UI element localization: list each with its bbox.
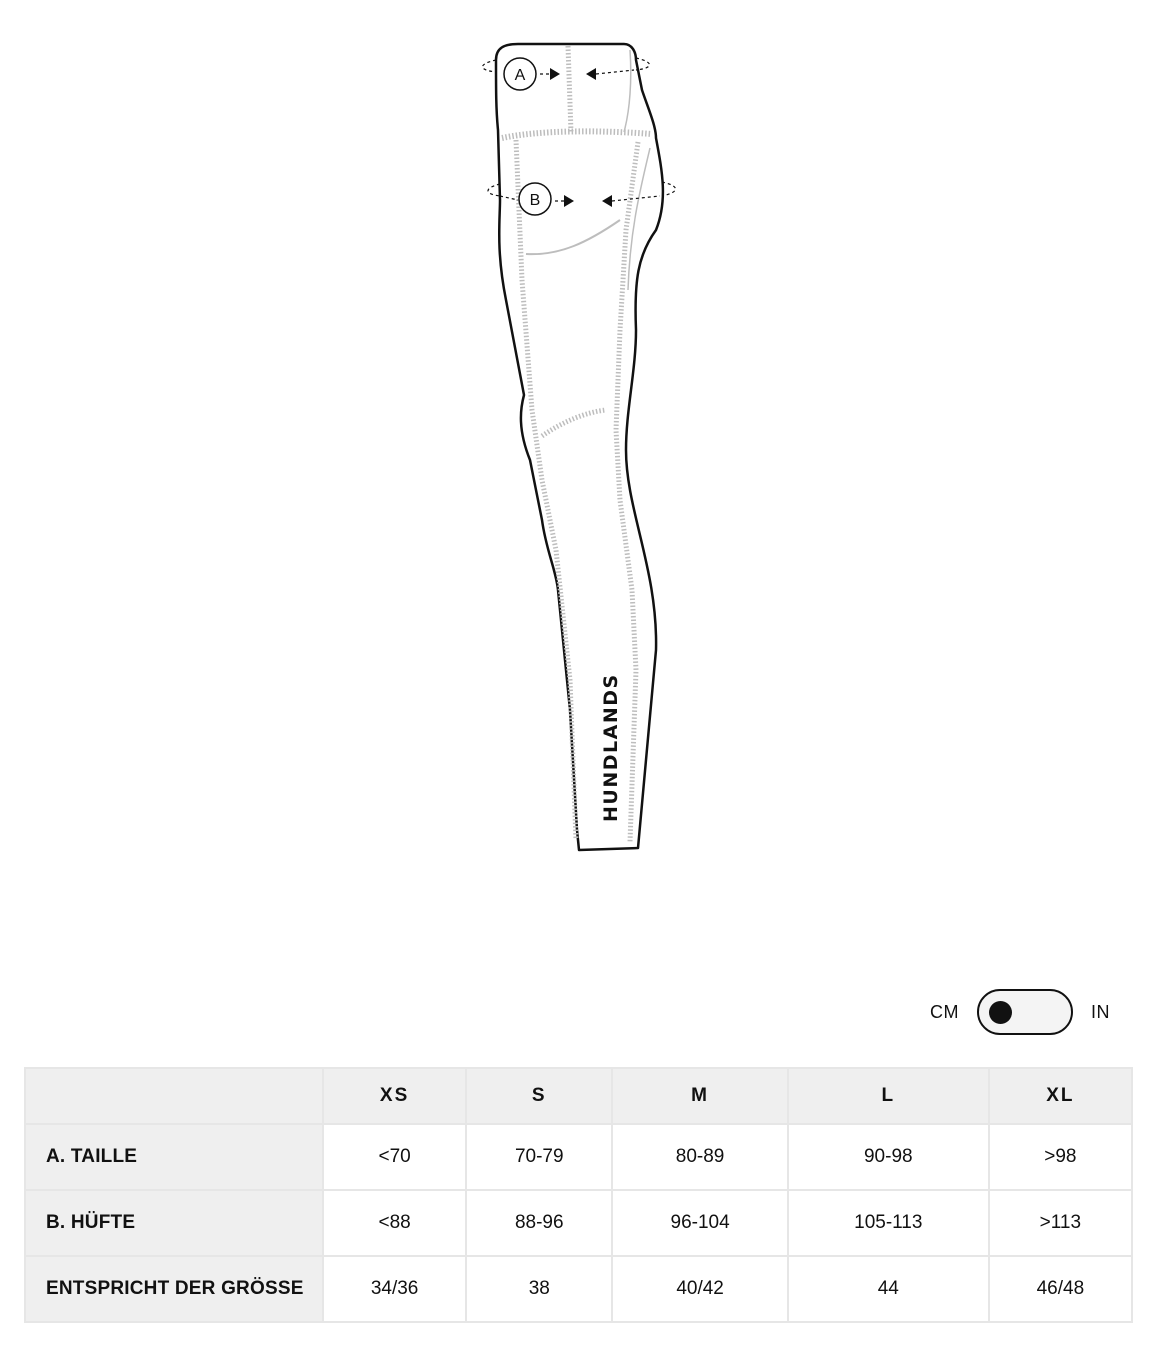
table-row-groesse bbox=[25, 1256, 1132, 1322]
unit-label-cm[interactable]: CM bbox=[930, 1001, 959, 1022]
table-row-huefte bbox=[25, 1190, 1132, 1256]
table-cell: 46/48 bbox=[989, 1256, 1132, 1322]
header-size-xl: XL bbox=[989, 1068, 1132, 1124]
table-cell: <88 bbox=[323, 1190, 466, 1256]
unit-toggle-switch[interactable] bbox=[977, 989, 1073, 1035]
marker-a-letter: A bbox=[514, 67, 526, 84]
header-size-xs: XS bbox=[323, 1068, 466, 1124]
table-cell: 90-98 bbox=[788, 1124, 989, 1190]
header-size-m: M bbox=[612, 1068, 787, 1124]
waistband-seam bbox=[502, 131, 652, 138]
table-cell: 38 bbox=[466, 1256, 612, 1322]
brand-label: HUNDLANDS bbox=[600, 673, 622, 822]
table-cell: 70-79 bbox=[466, 1124, 612, 1190]
waistband-side-line bbox=[624, 50, 631, 132]
row-label-taille: A. TAILLE bbox=[25, 1124, 323, 1190]
table-cell: 96-104 bbox=[612, 1190, 787, 1256]
measurement-a bbox=[483, 58, 650, 90]
table-cell: 80-89 bbox=[612, 1124, 787, 1190]
table-cell: >98 bbox=[989, 1124, 1132, 1190]
leggings-outline bbox=[496, 44, 663, 850]
waistband-center-seam bbox=[568, 46, 571, 132]
table-cell: 105-113 bbox=[788, 1190, 989, 1256]
leggings-drawing bbox=[470, 30, 700, 870]
row-label-groesse: ENTSPRICHT DER GRÖSSE bbox=[25, 1256, 323, 1322]
toggle-knob bbox=[989, 1001, 1012, 1024]
unit-toggle-row bbox=[930, 986, 1110, 1038]
table-cell: 88-96 bbox=[466, 1190, 612, 1256]
header-corner-cell bbox=[25, 1068, 323, 1124]
table-cell: 40/42 bbox=[612, 1256, 787, 1322]
table-cell: <70 bbox=[323, 1124, 466, 1190]
row-label-huefte: B. HÜFTE bbox=[25, 1190, 323, 1256]
table-cell: 44 bbox=[788, 1256, 989, 1322]
marker-b-letter: B bbox=[529, 192, 541, 209]
leggings-illustration bbox=[470, 30, 700, 870]
header-size-s: S bbox=[466, 1068, 612, 1124]
table-cell: >113 bbox=[989, 1190, 1132, 1256]
table-row-taille bbox=[25, 1124, 1132, 1190]
size-chart-table bbox=[24, 1067, 1133, 1323]
pocket-curve bbox=[526, 220, 620, 254]
table-cell: 34/36 bbox=[323, 1256, 466, 1322]
unit-label-in[interactable]: IN bbox=[1091, 1001, 1110, 1022]
inner-seam-left bbox=[516, 140, 576, 840]
header-size-l: L bbox=[788, 1068, 989, 1124]
knee-seam bbox=[542, 410, 606, 436]
table-header-row bbox=[25, 1068, 1132, 1124]
